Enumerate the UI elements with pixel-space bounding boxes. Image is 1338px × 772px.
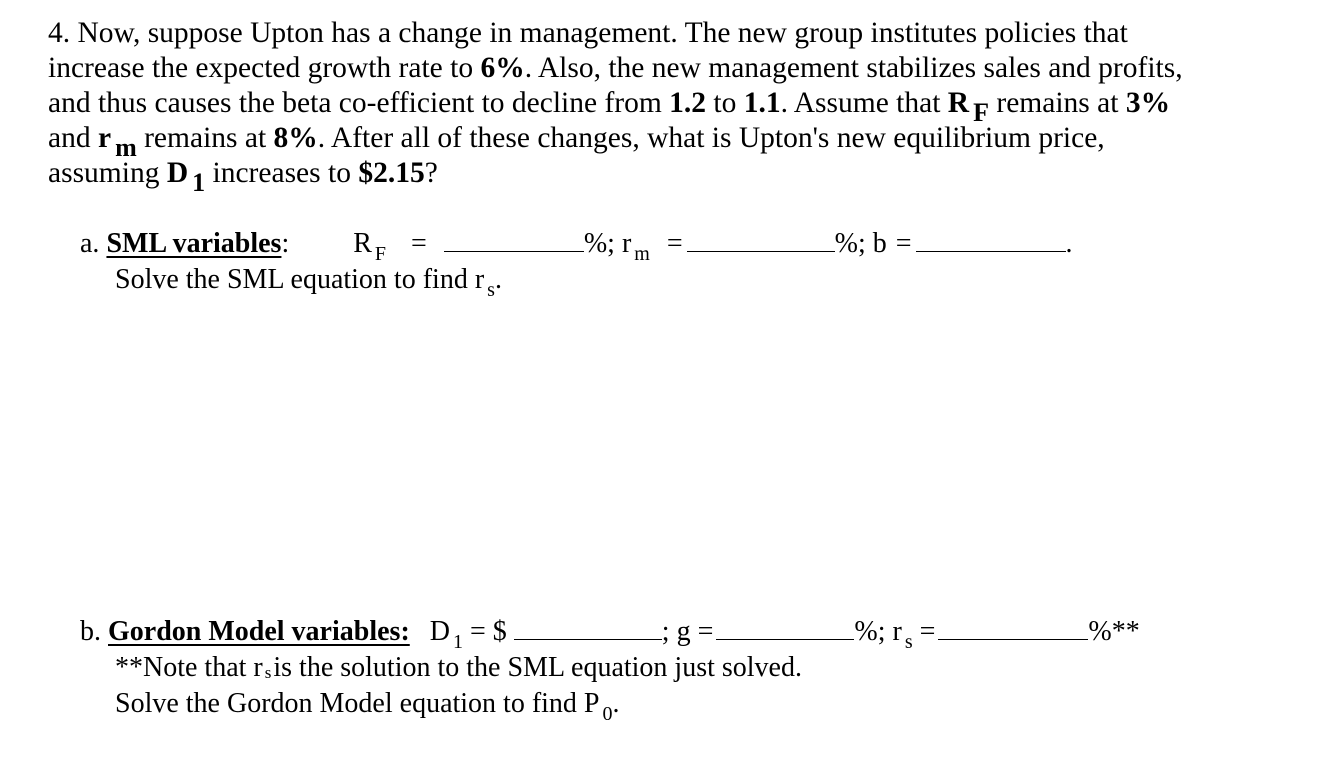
problem-line-4 [48, 121, 1308, 162]
problem-text: to [706, 87, 744, 119]
problem-text: ? [424, 157, 438, 189]
problem-text: increases to [205, 157, 359, 189]
problem-line-3 [48, 86, 1308, 127]
rs-equals: = [919, 616, 936, 647]
dividend-value: $2.15 [358, 157, 425, 189]
d1-subscript: 1 [192, 168, 206, 197]
problem-line-1 [48, 16, 1308, 51]
equals-sign: = [666, 228, 683, 259]
d1-equals: = $ [470, 616, 507, 647]
part-a-row [80, 226, 1073, 264]
problem-text: assuming [48, 157, 167, 189]
growth-rate-value: 6% [480, 52, 525, 84]
rf-blank[interactable] [444, 231, 584, 252]
part-b-note [115, 650, 802, 689]
g-unit: %; r [854, 616, 902, 647]
rm-value: 8% [273, 122, 318, 154]
p0-subscript: 0 [602, 703, 613, 725]
d1-label: D [429, 616, 450, 647]
d1-blank[interactable] [514, 619, 662, 640]
problem-text: . Assume that [780, 87, 948, 119]
part-b-row [80, 614, 1140, 652]
g-blank[interactable] [716, 619, 854, 640]
rs-label-subscript: s [904, 631, 913, 653]
d1-symbol: D [166, 157, 189, 189]
problem-text: . Also, the new management stabilizes sales and profits, [524, 52, 1183, 84]
part-a-colon: : [281, 228, 290, 259]
d1-label-subscript: 1 [453, 631, 463, 653]
part-b-prefix: b. [80, 616, 108, 647]
part-b-instruction-end: . [612, 688, 620, 719]
rm-unit: %; b [834, 228, 887, 259]
problem-line-5 [48, 156, 1308, 197]
rm-symbol: r [97, 122, 112, 154]
g-label: ; g = [661, 616, 714, 647]
note-subscript: s [264, 663, 272, 682]
note-text-end: is the solution to the SML equation just solved. [273, 652, 802, 683]
rm-blank[interactable] [687, 231, 835, 252]
rm-subscript: m [115, 133, 137, 162]
equals-sign: = [895, 228, 912, 259]
rm-label-subscript: m [634, 243, 650, 265]
problem-text: and thus causes the beta co-efficient to decline from [48, 87, 670, 119]
rf-label: R [353, 228, 372, 259]
problem-text: increase the expected growth rate to [48, 52, 481, 84]
equals-sign: = [411, 228, 427, 259]
part-b-title: Gordon Model variables: [108, 616, 410, 647]
rf-label-subscript: F [374, 243, 387, 265]
beta-old-value: 1.2 [669, 87, 707, 119]
problem-line-2 [48, 51, 1308, 86]
beta-blank[interactable] [916, 231, 1066, 252]
rf-value: 3% [1125, 87, 1171, 119]
part-b-instruction-text: Solve the Gordon Model equation to find P [115, 688, 600, 719]
part-a-period: . [1065, 228, 1073, 259]
problem-text: . After all of these changes, what is Upton's new equilibrium price, [317, 122, 1105, 154]
problem-statement [48, 16, 1308, 197]
problem-text: 4. Now, suppose Upton has a change in management. The new group institutes policies that [48, 17, 1128, 49]
rf-subscript: F [973, 98, 989, 127]
beta-new-value: 1.1 [743, 87, 781, 119]
rs-unit: %** [1088, 616, 1140, 647]
rf-unit: %; r [583, 228, 632, 259]
part-a-instruction-text: Solve the SML equation to find r [115, 264, 485, 295]
part-a-prefix: a. [80, 228, 107, 259]
problem-text: remains at [136, 122, 274, 154]
rf-symbol: R [947, 87, 970, 119]
part-a-title: SML variables [106, 228, 282, 259]
rs-subscript: s [487, 279, 495, 301]
problem-text: and [48, 122, 98, 154]
rs-blank[interactable] [938, 619, 1088, 640]
part-a-instruction-end: . [494, 264, 502, 295]
problem-text: remains at [989, 87, 1126, 119]
part-b-instruction [115, 686, 620, 724]
part-a-instruction [115, 262, 502, 300]
note-text: **Note that r [115, 652, 263, 683]
